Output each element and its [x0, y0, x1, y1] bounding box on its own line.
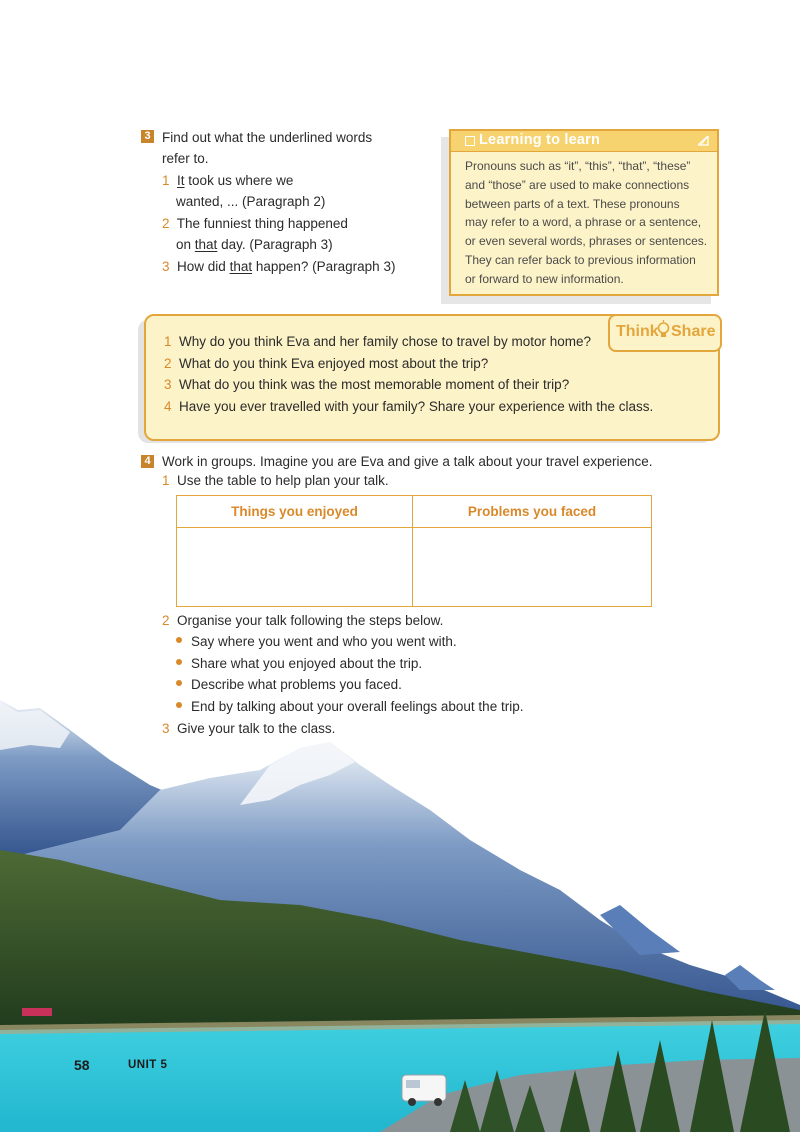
- wheel: [408, 1098, 416, 1106]
- underlined-word: that: [194, 237, 218, 252]
- text-line: may refer to a word, a phrase or a sentence,: [465, 215, 702, 230]
- bullet-text: Say where you went and who you went with.: [191, 634, 457, 649]
- table-cell-enjoyed[interactable]: [177, 528, 413, 607]
- step-number: 2: [162, 613, 170, 628]
- learning-to-learn-box: [449, 129, 719, 296]
- exercise-3-item-1-line2: wanted, ... (Paragraph 2): [176, 194, 326, 209]
- exercise-3-item-3: [162, 256, 395, 277]
- question-number: 3: [164, 377, 172, 392]
- question-number: 1: [164, 334, 172, 349]
- item-text: took us where we: [184, 173, 294, 188]
- item-text: happen? (Paragraph 3): [252, 259, 396, 274]
- step-number: 1: [162, 473, 170, 488]
- underlined-word: that: [229, 259, 253, 274]
- item-number: 2: [162, 216, 170, 231]
- unit-label: UNIT 5: [128, 1059, 168, 1071]
- question-text: What do you think was the most memorable moment of their trip?: [179, 377, 570, 392]
- table-header-row: [177, 496, 652, 528]
- step-text: Use the table to help plan your talk.: [177, 473, 389, 488]
- item-text: day. (Paragraph 3): [217, 237, 333, 252]
- learning-to-learn-text: [465, 157, 709, 289]
- corner-triangle-icon: [698, 136, 709, 146]
- talk-plan-table: [176, 495, 652, 607]
- page-number: 58: [74, 1057, 90, 1073]
- bullet-icon: [176, 680, 182, 686]
- lightbulb-icon: [657, 320, 670, 340]
- item-number: 1: [162, 173, 170, 188]
- exercise-3-badge: 3: [141, 130, 154, 143]
- motor-home-window: [406, 1080, 420, 1088]
- checkbox-square-icon: [465, 136, 475, 146]
- table-header-enjoyed: Things you enjoyed: [177, 496, 413, 528]
- think-share-question-1: [164, 331, 591, 352]
- step-text: Give your talk to the class.: [177, 721, 336, 736]
- question-text: Have you ever travelled with your family? Share your experience with the class.: [179, 399, 654, 414]
- learning-to-learn-title: Learning to learn: [479, 132, 601, 148]
- exercise-3-item-2: [162, 213, 348, 234]
- item-text: on: [176, 237, 195, 252]
- text-line: They can refer back to previous information: [465, 252, 696, 267]
- think-share-question-4: [164, 396, 653, 417]
- think-label: Think: [616, 323, 659, 340]
- lodge: [22, 1008, 52, 1016]
- question-number: 4: [164, 399, 172, 414]
- question-text: What do you think Eva enjoyed most about the trip?: [179, 356, 489, 371]
- exercise-4-step-2: [162, 610, 443, 631]
- exercise-4-badge: 4: [141, 455, 154, 468]
- exercise-4-step-1: [162, 470, 389, 491]
- table-cell-problems[interactable]: [413, 528, 652, 607]
- exercise-3-instruction-line2: refer to.: [162, 151, 209, 166]
- bullet-icon: [176, 637, 182, 643]
- table-row: [177, 528, 652, 607]
- think-share-question-2: [164, 353, 488, 374]
- exercise-3-item-2-line2: [176, 234, 333, 255]
- text-line: between parts of a text. These pronouns: [465, 196, 680, 211]
- item-text: The funniest thing happened: [176, 216, 348, 231]
- exercise-3-item-1: [162, 170, 293, 191]
- bullet-text: End by talking about your overall feelings about the trip.: [191, 699, 524, 714]
- item-number: 3: [162, 259, 170, 274]
- think-share-tag: [608, 314, 722, 352]
- bullet-text: Describe what problems you faced.: [191, 677, 402, 692]
- bullet-text: Share what you enjoyed about the trip.: [191, 656, 423, 671]
- step-number: 3: [162, 721, 170, 736]
- text-line: and “those” are used to make connections: [465, 177, 690, 192]
- table-header-problems: Problems you faced: [413, 496, 652, 528]
- learning-to-learn-panel: [449, 129, 719, 296]
- mountain-lake-photo: [0, 690, 800, 1132]
- question-text: Why do you think Eva and her family chose to travel by motor home?: [179, 334, 591, 349]
- step-text: Organise your talk following the steps below.: [177, 613, 444, 628]
- underlined-word: It: [177, 173, 185, 188]
- learning-to-learn-header: [451, 131, 717, 152]
- wheel: [434, 1098, 442, 1106]
- bullet-icon: [176, 659, 182, 665]
- text-line: Pronouns such as “it”, “this”, “that”, “these”: [465, 159, 691, 173]
- exercise-4-instruction: Work in groups. Imagine you are Eva and give a talk about your travel experience.: [162, 454, 653, 469]
- think-share-question-3: [164, 374, 569, 395]
- share-label: Share: [671, 323, 716, 340]
- text-line: or forward to new information.: [465, 271, 624, 286]
- text-line: or even several words, phrases or sentences.: [465, 234, 708, 249]
- item-text: How did: [177, 259, 230, 274]
- exercise-3-instruction-line1: Find out what the underlined words: [162, 130, 373, 145]
- question-number: 2: [164, 356, 172, 371]
